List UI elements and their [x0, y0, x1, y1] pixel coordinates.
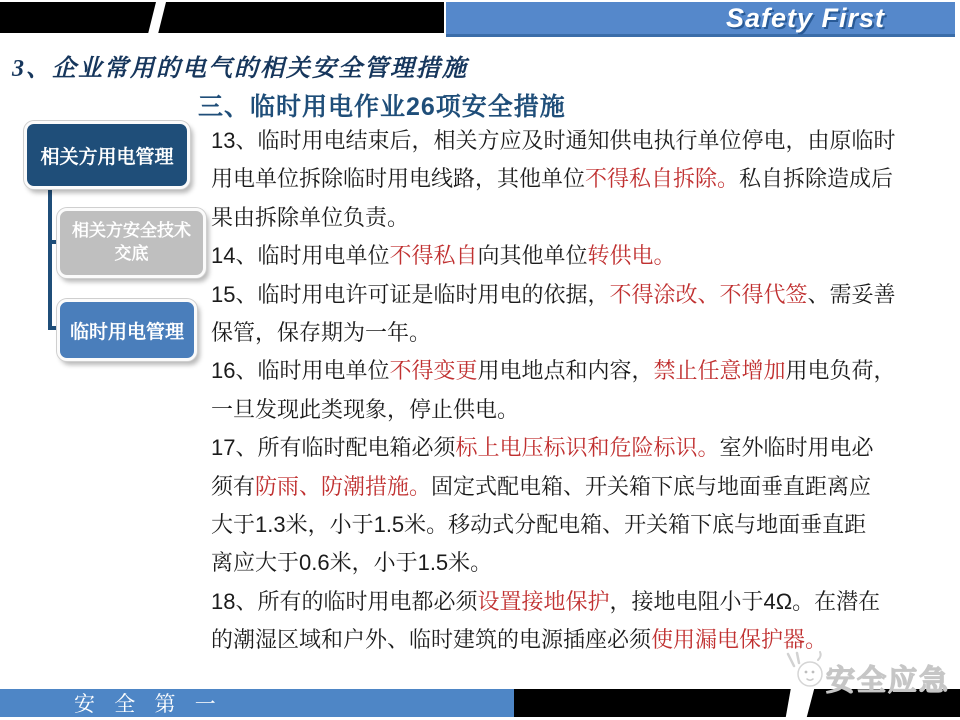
content-line — [211, 160, 896, 198]
footer-blue-bar — [0, 689, 514, 717]
body-text: 保管，保存期为一年。 — [211, 320, 432, 346]
content-line — [211, 352, 896, 390]
body-text: 用电单位拆除临时用电线路，其他单位 — [211, 166, 586, 192]
body-text: 14、临时用电单位 — [211, 243, 390, 269]
content-line — [211, 544, 896, 582]
highlighted-text: 使用漏电保护器。 — [651, 627, 828, 653]
content-line — [211, 391, 896, 429]
diagram-node-label: 临时用电管理 — [69, 321, 184, 343]
diagram-node-label: 相关方安全技术交底 — [72, 221, 191, 263]
diagram-node-label: 相关方用电管理 — [40, 146, 174, 168]
content-line — [211, 506, 896, 544]
diagram-node-temporary-power-management — [57, 299, 197, 361]
content-line — [211, 237, 896, 275]
content-line — [211, 122, 896, 160]
highlighted-text: 转供电。 — [587, 243, 676, 269]
body-text: 向其他单位 — [477, 243, 588, 269]
diagram-node-safety-technical-briefing — [57, 208, 206, 278]
body-text: 私自拆除造成后 — [739, 166, 894, 192]
content-line — [211, 583, 896, 621]
watermark-label: 安全应急 — [826, 665, 951, 697]
body-text: 用电地点和内容， — [477, 358, 654, 384]
body-text: ，接地电阻小于4Ω。在潜在 — [609, 588, 881, 614]
highlighted-text: 不得变更 — [389, 358, 478, 384]
section-title: 3、企业常用的电气的相关安全管理措施 — [12, 56, 468, 82]
content-line — [211, 199, 896, 237]
top-black-bar — [0, 2, 444, 33]
body-text: 的潮湿区域和户外、临时建筑的电源插座必须 — [211, 627, 652, 653]
body-text: 18、所有的临时用电都必须 — [211, 588, 478, 614]
content-line — [211, 429, 896, 467]
body-text: 15、临时用电许可证是临时用电的依据， — [211, 281, 610, 307]
connector-vertical-line — [48, 186, 52, 330]
watermark — [780, 648, 960, 720]
page-title: 三、临时用电作业26项安全措施 — [198, 93, 566, 121]
body-text: 13、临时用电结束后，相关方应及时通知供电执行单位停电，由原临时 — [211, 128, 896, 153]
body-text: 用电负荷， — [785, 358, 896, 384]
body-text: 室外临时用电必 — [719, 435, 874, 461]
highlighted-text: 标上电压标识和危险标识。 — [455, 435, 720, 461]
highlighted-text: 不得私自 — [389, 243, 478, 269]
body-text: 离应大于0.6米，小于1.5米。 — [211, 550, 493, 576]
highlighted-text: 禁止任意增加 — [653, 358, 786, 384]
diagram-node-related-party-power-management — [24, 121, 190, 189]
content-line — [211, 468, 896, 506]
highlighted-text: 不得私自拆除。 — [585, 166, 740, 192]
body-text: 16、临时用电单位 — [211, 358, 390, 384]
body-text: 、需妥善 — [807, 281, 896, 307]
safety-first-banner: Safety First — [725, 2, 885, 33]
highlighted-text: 不得涂改、不得代签 — [609, 281, 808, 307]
body-text: 大于1.3米，小于1.5米。移动式分配电箱、开关箱下底与地面垂直距 — [211, 512, 867, 538]
highlighted-text: 防雨、防潮措施。 — [255, 473, 432, 499]
footer-slogan: 安 全 第 一 — [74, 692, 223, 716]
body-text: 17、所有临时配电箱必须 — [211, 435, 456, 461]
body-text: 固定式配电箱、开关箱下底与地面垂直距离应 — [431, 473, 872, 499]
highlighted-text: 设置接地保护 — [477, 588, 610, 614]
content-lines — [211, 122, 896, 660]
top-banner — [446, 2, 955, 37]
content-line — [211, 276, 896, 314]
content-line — [211, 314, 896, 352]
body-text: 须有 — [211, 473, 256, 499]
body-text: 一旦发现此类现象，停止供电。 — [211, 396, 520, 422]
body-text: 果由拆除单位负责。 — [211, 204, 410, 230]
